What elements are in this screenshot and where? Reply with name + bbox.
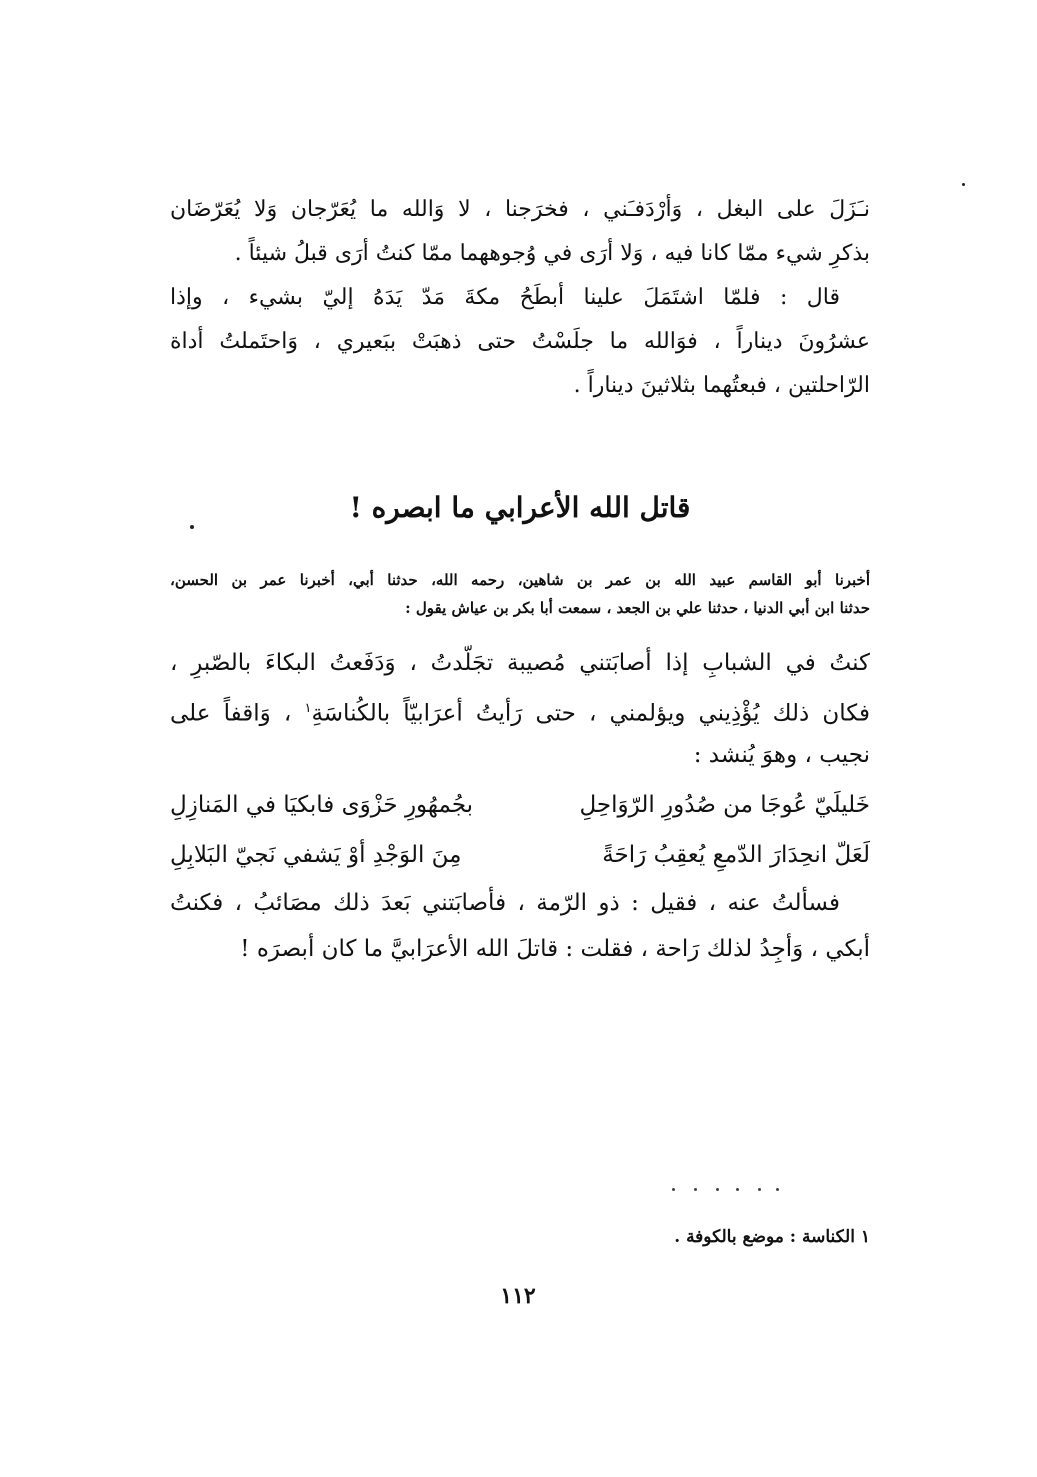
isnad-chain [170, 566, 870, 622]
text-line: كنتُ في الشبابِ إذا أصابَتني مُصيبة تجَلّدتُ ، وَدَفَعتُ البكاءَ بالصّبرِ ، [170, 650, 870, 676]
paragraph-narration [170, 640, 870, 778]
text-line: بذكرِ شيء ممّا كانا فيه ، وَلا أرَى في وُجوههما ممّا كنتُ أرَى قبلُ شيئاً . [234, 241, 870, 266]
text-line: أبكي ، وَأجِدُ لذلك رَاحة ، فقلت : قاتلَ الله الأعرَابيَّ ما كان أبصرَه ! [240, 936, 870, 962]
verse-line [170, 780, 870, 830]
text-segment: فكان ذلك يُؤْذِيني ويؤلمني ، حتى رَأيتُ أعرَابيّاً بالكُناسَةِ [311, 700, 870, 727]
verse-first-hemistich: خَليلَيّ عُوجَا من صُدُورِ الرّوَاحِلِ [579, 792, 870, 818]
verse-first-hemistich: لَعَلّ انحِدَارَ الدّمعِ يُعقِبُ رَاحَةً [602, 842, 870, 868]
text-line: قال : فلمّا اشتَمَلَ علينا أبطَحُ مكةَ مَدّ يَدَهُ إليّ بشيء ، وإذا [170, 285, 840, 310]
text-line: الرّاحلتين ، فبعتُهما بثلاثينَ ديناراً . [573, 373, 870, 398]
text-line: فسألتُ عنه ، فقيل : ذو الرّمة ، فأصابَتني بَعدَ ذلك مصَائبُ ، فكنتُ [170, 890, 840, 916]
footnote-marker: ١ [304, 701, 312, 716]
page-number: ١١٢ [500, 1283, 536, 1309]
text-line [170, 686, 870, 732]
verse-second-hemistich: بجُمهُورِ حَزْوَى فابكيَا في المَنازِلِ [170, 792, 474, 818]
print-speck [190, 525, 194, 529]
text-line: نـَزَلَ على البغل ، وَأرْدَفـَني ، فخرَجنا ، لا وَالله ما يُعَرّجان وَلا يُعَرّضَان [170, 197, 870, 222]
print-speck [962, 183, 965, 186]
paragraph-conclusion [170, 880, 870, 972]
section-heading: قاتل الله الأعرابي ما ابصره ! [349, 491, 691, 524]
footnote-separator [672, 1188, 792, 1196]
verse-line [170, 830, 870, 880]
paragraph-continued [170, 188, 870, 408]
poem-verses [170, 780, 870, 880]
text-segment: ، وَاقفاً على [170, 700, 292, 727]
text-line: عشرُونَ ديناراً ، فوَالله ما جلَسْتُ حتى ذهبَتْ ببَعيري ، وَاحتَملتُ أداة [170, 329, 870, 354]
verse-second-hemistich: مِنَ الوَجْدِ أوْ يَشفي نَجيّ البَلابِلِ [170, 842, 462, 868]
isnad-line: حدثنا ابن أبي الدنيا ، حدثنا علي بن الجعد ، سمعت أبا بكر بن عياش يقول : [405, 599, 870, 617]
isnad-line: أخبرنا أبو القاسم عبيد الله بن عمر بن شاهين، رحمه الله، حدثنا أبي، أخبرنا عمر بن الحسن، [170, 571, 870, 589]
text-line: نجيب ، وهوَ يُنشد : [693, 742, 870, 768]
footnote: ١ الكناسة : موضع بالكوفة . [674, 1227, 870, 1247]
